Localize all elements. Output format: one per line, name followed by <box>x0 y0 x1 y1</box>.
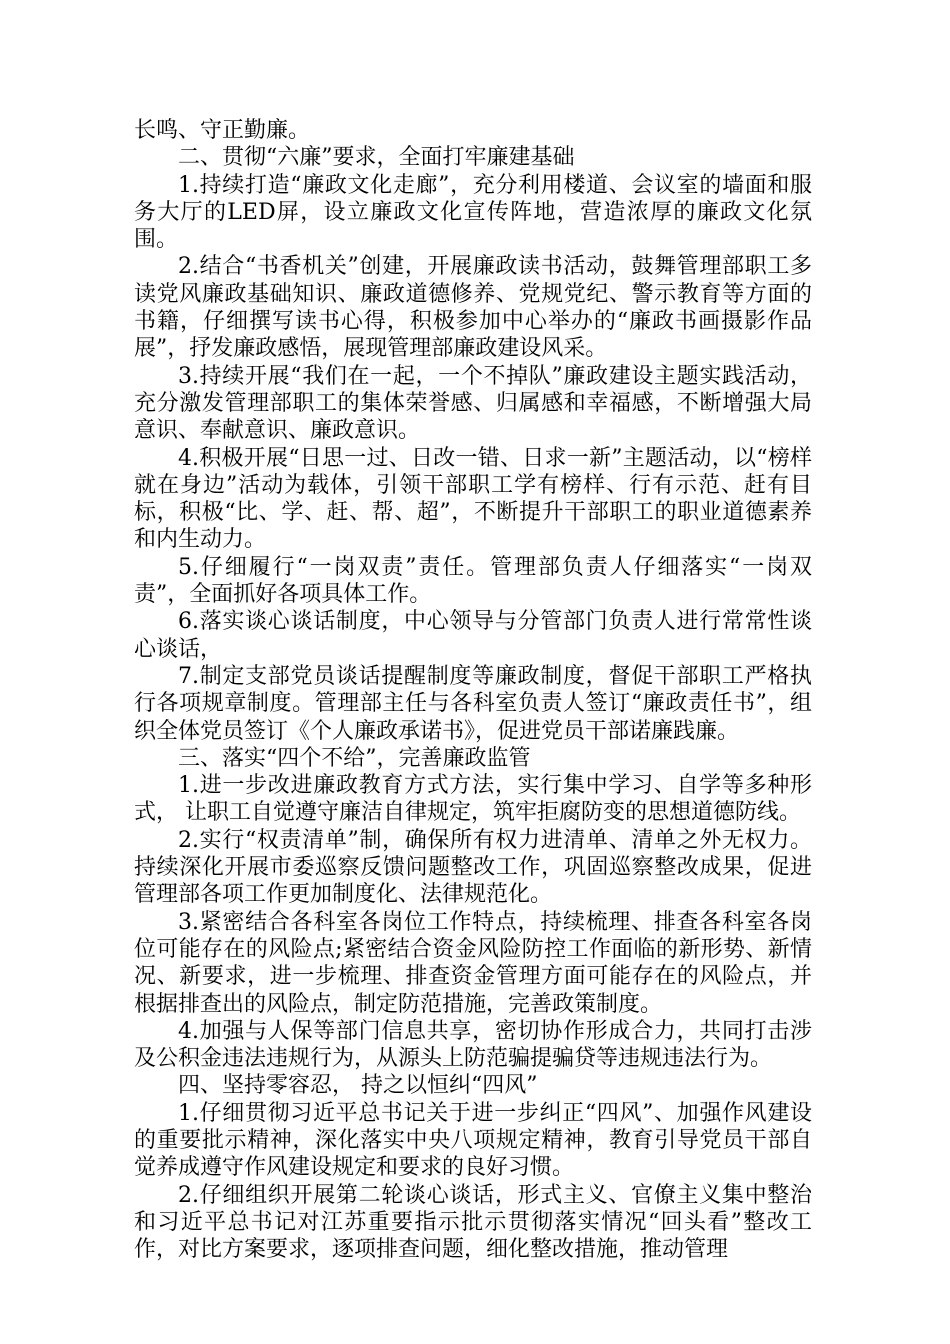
list-item: 1.持续打造“廉政文化走廊”，充分利用楼道、会议室的墙面和服务大厅的LED屏，设立廉政文化宣传阵地，营造浓厚的廉政文化氛围。 <box>134 172 812 253</box>
list-item: 4.加强与人保等部门信息共享，密切协作形成合力，共同打击涉及公积金违法违规行为，从源头上防范骗提骗贷等违规违法行为。 <box>134 1018 812 1072</box>
list-item: 7.制定支部党员谈话提醒制度等廉政制度，督促干部职工严格执行各项规章制度。管理部主任与各科室负责人签订“廉政责任书”，组织全体党员签订《个人廉政承诺书》，促进党员干部诺廉践廉。 <box>134 663 812 744</box>
section-heading-four: 四、坚持零容忍， 持之以恒纠“四风” <box>178 1073 538 1099</box>
list-item: 2.结合“书香机关”创建，开展廉政读书活动，鼓舞管理部职工多读党风廉政基础知识、廉政道德修养、党规党纪、警示教育等方面的书籍，仔细撰写读书心得，积极参加中心举办的“廉政书画摄影作品展”，抒发廉政感悟，展现管理部廉政建设风采。 <box>134 254 812 362</box>
list-item: 2.仔细组织开展第二轮谈心谈话，形式主义、官僚主义集中整治和习近平总书记对江苏重要指示批示贯彻落实情况“回头看”整改工作，对比方案要求，逐项排查问题，细化整改措施，推动管理 <box>134 1182 812 1263</box>
section-heading-three: 三、落实“四个不给”，完善廉政监管 <box>178 745 531 771</box>
list-item: 2.实行“权责清单”制，确保所有权力进清单、清单之外无权力。持续深化开展市委巡察反馈问题整改工作，巩固巡察整改成果，促进管理部各项工作更加制度化、法律规范化。 <box>134 827 812 908</box>
body-paragraph-continued: 长鸣、守正勤廉。 <box>134 118 311 143</box>
section-heading-two: 二、贯彻“六廉”要求，全面打牢廉建基础 <box>178 145 575 171</box>
list-item: 3.持续开展“我们在一起，一个不掉队”廉政建设主题实践活动，充分激发管理部职工的集体荣誉感、归属感和幸福感，不断增强大局意识、奉献意识、廉政意识。 <box>134 363 812 444</box>
document-body <box>134 117 812 1263</box>
list-item: 6.落实谈心谈话制度，中心领导与分管部门负责人进行常常性谈心谈话， <box>134 609 812 662</box>
list-item: 1.进一步改进廉政教育方式方法，实行集中学习、自学等多种形式， 让职工自觉遵守廉洁自律规定，筑牢拒腐防变的思想道德防线。 <box>134 773 812 826</box>
list-item: 5.仔细履行“一岗双责”责任。管理部负责人仔细落实“一岗双责”，全面抓好各项具体工作。 <box>134 554 812 608</box>
list-item: 4.积极开展“日思一过、日改一错、日求一新”主题活动，以“榜样就在身边”活动为载体，引领干部职工学有榜样、行有示范、赶有目标，积极“比、学、赶、帮、超”，不断提升干部职工的职业道德素养和内生动力。 <box>134 445 812 553</box>
list-item: 1.仔细贯彻习近平总书记关于进一步纠正“四风”、加强作风建设的重要批示精神，深化落实中央八项规定精神，教育引导党员干部自觉养成遵守作风建设规定和要求的良好习惯。 <box>134 1100 812 1181</box>
list-item: 3.紧密结合各科室各岗位工作特点，持续梳理、排查各科室各岗位可能存在的风险点;紧密结合资金风险防控工作面临的新形势、新情况、新要求，进一步梳理、排查资金管理方面可能存在的风险点，并根据排查出的风险点，制定防范措施，完善政策制度。 <box>134 909 812 1017</box>
